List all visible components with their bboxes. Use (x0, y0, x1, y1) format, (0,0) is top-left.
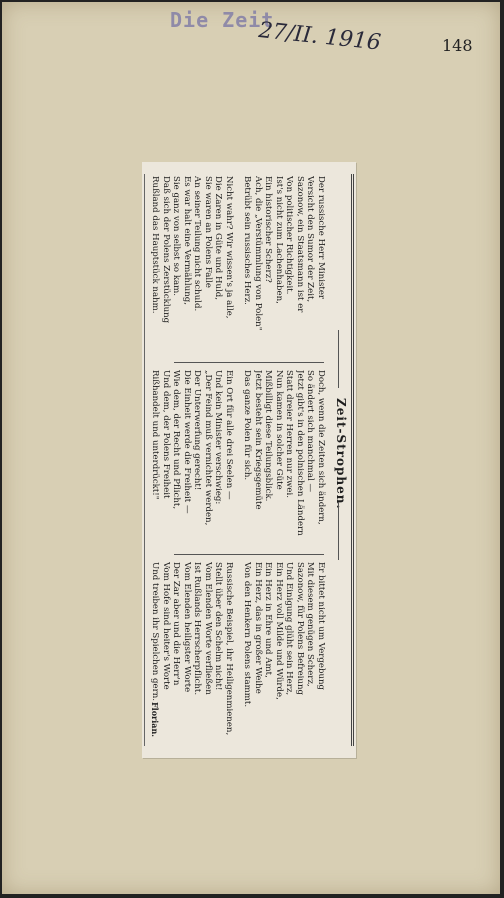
column-divider (174, 362, 324, 363)
poem-line: Rußland das Hauptstück nahm. (150, 176, 161, 314)
top-double-rule (351, 174, 354, 746)
poem-line: Der Zar aber und die Herr'n (171, 562, 182, 686)
poem-line: Von den Henkern Polens stammt. (242, 562, 253, 708)
poem-line: Nun kamen in solcher Güte (274, 370, 284, 490)
poem-line: Er bittet nicht um Vergebung (316, 562, 326, 691)
poem-line: Betrübt sein russisches Herz. (242, 176, 253, 305)
poem-stanza (242, 370, 326, 546)
poem-line: An seiner Teilung nicht schuld. (192, 176, 203, 312)
poem-line: Ist Rußlands Herrscherpflicht. (192, 562, 203, 696)
poem-line: So ändert sich manchmal — (305, 370, 316, 493)
poem-line: Mit diesem genügen Scherz, (305, 562, 316, 687)
title-rule-left (338, 330, 339, 388)
poem-line: Russische Beispiel, ihr Heiligenmienen, (224, 562, 234, 736)
poem-line: Rißhandelt und unterdrückt!" (150, 370, 161, 500)
poem-line: Sazonow, ein Staatsmann ist er (295, 176, 305, 313)
poem-line: Ach, die „Verstümmlung von Polen" (253, 176, 263, 331)
poem-stanza (150, 370, 234, 546)
clipping-content (142, 162, 356, 758)
poem-line: Wie dem, der Recht und Pflicht, (171, 370, 182, 510)
paper-sheet (2, 2, 500, 894)
bottom-rule (144, 174, 145, 746)
poem-line: Es war halt eine Vermählung, (182, 176, 192, 305)
poem-line: Der Unterwerfung gerecht! (192, 370, 203, 491)
poem-line: Ist's nicht zum Lachenhaben, (274, 176, 284, 304)
poem-line: Und treiben ihr Spielchen gern. (150, 562, 161, 702)
poem-line: Sie ganz von selbst so kam. (171, 176, 182, 297)
poem-line: Vom Elenden heiligster Worte (182, 562, 192, 693)
column-divider (174, 554, 324, 555)
poem-line: Und dem, der Polens Freiheit (161, 370, 171, 499)
poem-line: Vom Elenden Worte verfließen (203, 562, 213, 695)
poem-line: Jetzt gibt's in den polnischen Ländern (295, 370, 305, 536)
poem-line: Die Einheit werde die Freiheit — (182, 370, 192, 514)
poem-column-2 (142, 370, 326, 546)
poem-column-1 (142, 176, 326, 352)
poem-line: Nicht wahr? Wir wissen's ja alle, (224, 176, 234, 319)
poem-line: Versicht den Sumor der Zeit, (305, 176, 316, 303)
newspaper-clipping (142, 162, 356, 758)
poem-line: Der russische Herr Minister (316, 176, 326, 300)
poem-line: Und Einigung glüht sein Herz, (284, 562, 295, 696)
author-signature: Florian. (150, 702, 160, 738)
poem-line: „Der Feind muß vernichtet werden, (203, 370, 213, 526)
poem-line: Von politischer Richtigkeit. (284, 176, 295, 295)
poem-line: Sie waren an Polens Falle (203, 176, 213, 288)
page-number: 148 (442, 36, 473, 55)
poem-line: Stellt über den Schelm nicht! (213, 562, 224, 691)
poem-line: Ein Herz in Ehre und Amt, (263, 562, 274, 678)
handwritten-date: 27/II. 1916 (257, 18, 383, 56)
poem-line: Jetzt besteht sein Kriegsgemüte (253, 370, 263, 510)
title-rule-right (338, 502, 339, 560)
poem-line: Ein Herz, das in großer Weihe (253, 562, 263, 694)
poem-line: Ein Herz voll Milde und Würde, (274, 562, 284, 700)
poem-line: Sazonow, für Polens Befreiung (295, 562, 305, 695)
poem-stanza (150, 562, 234, 738)
poem-line: Daß sich der Polens Zerstücklung (161, 176, 171, 324)
poem-line: Ein historischer Scherz? (263, 176, 274, 283)
poem-stanza (242, 176, 326, 352)
poem-stanza (242, 562, 326, 738)
poem-line: Ein Ort für alle drei Seelen — (224, 370, 234, 500)
poem-line: Das ganze Polen für sich. (242, 370, 253, 481)
poem-column-3 (142, 562, 326, 738)
poem-line: Die Zaren in Güte und Huld, (213, 176, 224, 301)
poem-line: Doch, wenn die Zeiten sich ändern, (316, 370, 326, 525)
poem-line: Statt dreier Herren nur zwei. (284, 370, 295, 498)
poem-line: Und kein Minister verschwieg: (213, 370, 224, 505)
archive-stamp: Die Zeit (170, 8, 275, 32)
poem-title: Zeit-Strophen. (334, 398, 348, 510)
poem-stanza (150, 176, 234, 352)
poem-line: Mißbilligt diese Teilungsblick. (263, 370, 274, 502)
poem-line: Vom Hofe sind heiter's Worte (161, 562, 171, 690)
